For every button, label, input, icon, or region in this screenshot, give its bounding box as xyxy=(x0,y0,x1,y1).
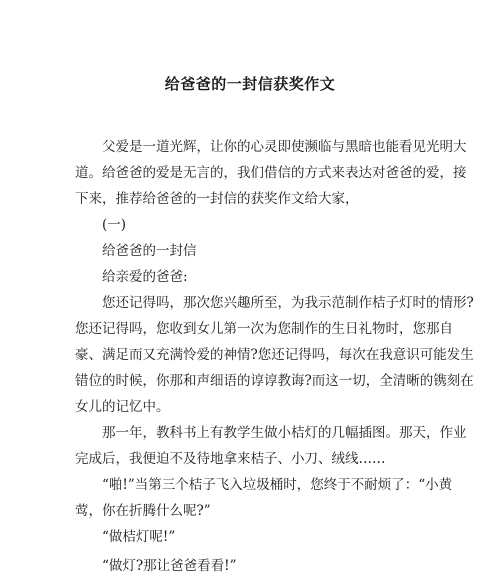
paragraph-line: 下来，推荐给爸爸的一封信的获奖作文给大家， xyxy=(75,191,359,207)
paragraph-line: 豪、满足而又充满怜爱的神情?您还记得吗，每次在我意识可能发生 xyxy=(75,347,474,363)
document-title: 给爸爸的一封信获奖作文 xyxy=(164,75,336,93)
document-body xyxy=(75,134,474,550)
paragraph-line: 道。给爸爸的爱是无言的，我们借信的方式来表达对爸爸的爱，接 xyxy=(75,165,467,181)
paragraph-line: 错位的时候，你那和声细语的谆谆教诲?而这一切，全清晰的镌刻在 xyxy=(75,373,474,389)
paragraph-line: 您还记得吗，那次您兴趣所至，为我示范制作桔子灯时的情形? xyxy=(102,295,474,311)
paragraph-line: 完成后，我便迫不及待地拿来桔子、小刀、绒线…… xyxy=(75,451,386,467)
paragraph-line: 父爱是一道光辉，让你的心灵即使濒临与黑暗也能看见光明大 xyxy=(102,139,467,155)
letter-heading: 给爸爸的一封信 xyxy=(102,243,197,259)
section-marker: (一) xyxy=(102,217,127,233)
paragraph-line: “做桔灯呢!” xyxy=(102,529,176,545)
paragraph-line: “啪!”当第三个桔子飞入垃圾桶时，您终于不耐烦了：“小黄 xyxy=(102,477,453,493)
paragraph-line: 女儿的记忆中。 xyxy=(75,399,170,415)
paragraph-line-cut: “做灯?那让爸爸看看!” xyxy=(102,558,237,574)
letter-salutation: 给亲爱的爸爸: xyxy=(102,269,188,285)
paragraph-line: 那一年，教科书上有教学生做小桔灯的几幅插图。那天，作业 xyxy=(102,425,467,441)
paragraph-line: 莺，你在折腾什么呢?” xyxy=(75,503,211,519)
paragraph-line: 您还记得吗，您收到女儿第一次为您制作的生日礼物时，您那自 xyxy=(75,321,453,337)
